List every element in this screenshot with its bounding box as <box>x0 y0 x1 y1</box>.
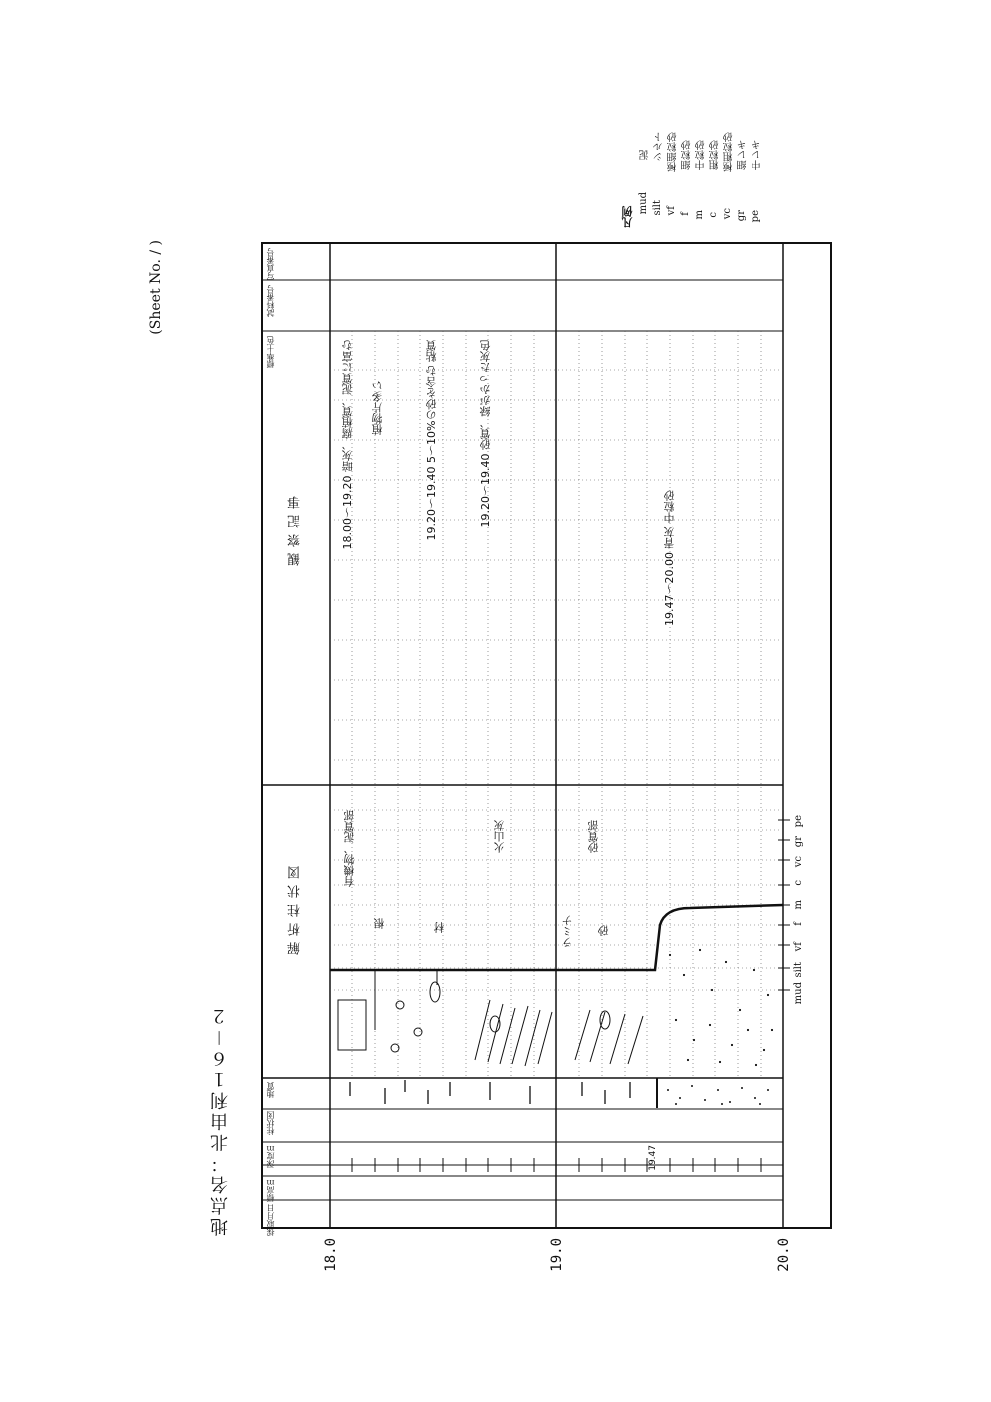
location-title: 地点名：北由利１６－２ <box>210 1005 231 1236</box>
legend-abbr: pe <box>750 210 761 223</box>
legend-name: 極細粒砂 <box>668 132 679 172</box>
analysis-note: 砂質部 <box>587 820 600 853</box>
header-analysis: 解析柱状図 <box>288 860 303 955</box>
grain-label-pe: pe <box>793 815 804 828</box>
legend-abbr: vc <box>722 208 733 220</box>
legend-name: 中レキ <box>752 140 763 170</box>
header-photo-no: 写真番号 <box>266 248 275 280</box>
analysis-note: 材 <box>433 922 446 933</box>
grain-label-vf: vf <box>793 942 804 952</box>
sheet-number-label: (Sheet No. / ) <box>148 240 164 335</box>
legend-name: 極粗粒砂 <box>724 132 735 172</box>
grain-label-c: c <box>793 880 804 886</box>
grain-label-gr: gr <box>793 836 804 848</box>
legend-abbr: c <box>708 212 719 218</box>
depth-tick-19: 19.0 <box>549 1238 565 1272</box>
legend-name: 粗粒砂 <box>710 140 721 170</box>
legend-abbr: m <box>694 210 705 220</box>
observation-note: 19.20〜19.40 砂質、緑がかった灰色 <box>479 340 492 528</box>
grain-label-f: f <box>793 922 804 926</box>
legend-abbr: mud <box>638 192 649 215</box>
analysis-note: ラミナ <box>561 915 574 948</box>
legend-name: シルト <box>654 132 665 162</box>
header-soil-color: 標準土色 <box>266 336 275 368</box>
legend-name: 細レキ <box>738 140 749 170</box>
grain-label-m: m <box>793 900 804 910</box>
analysis-note: 根 <box>373 918 386 929</box>
depth-marker: 19.47 <box>648 1145 658 1171</box>
analysis-note: 有機物、泥質部 <box>343 810 356 887</box>
analysis-note: 砂 <box>597 925 610 936</box>
observation-note: 19.20〜19.40 5〜10%の砂を含む 粘質 <box>425 340 438 541</box>
header-column: 柱状図 <box>266 1111 275 1135</box>
analysis-note: 火山灰 <box>493 820 506 853</box>
observation-note: 19.47〜20.00 青灰 中粒砂 <box>663 490 676 626</box>
legend-name: 中粒砂 <box>696 140 707 170</box>
legend-abbr: vf <box>666 206 677 216</box>
header-date: 採取月日 <box>266 1204 275 1236</box>
grain-label-mud: mud <box>793 982 804 1005</box>
header-depth: 深度ｍ <box>266 1144 275 1168</box>
legend-title: 凡例 <box>621 206 634 228</box>
legend-name: 泥 <box>640 150 651 160</box>
header-observation: 観察記事 <box>288 490 303 566</box>
legend-abbr: silt <box>652 200 663 216</box>
legend-abbr: gr <box>736 210 747 222</box>
legend-abbr: f <box>680 212 691 216</box>
depth-tick-20: 20.0 <box>776 1238 792 1272</box>
observation-note: 18.00〜19.20 暗灰、腐植質、泥質に富む <box>341 340 354 550</box>
header-lithology: 地質 <box>266 1082 275 1098</box>
grain-label-vc: vc <box>793 856 804 868</box>
header-sample-no: 試料番号 <box>266 285 275 317</box>
observation-note: 植物片多い <box>371 380 384 435</box>
legend-name: 細粒砂 <box>682 140 693 170</box>
grain-label-silt: silt <box>793 962 804 978</box>
depth-tick-18: 18.0 <box>323 1238 339 1272</box>
header-elevation: 標高ｍ <box>266 1178 275 1202</box>
